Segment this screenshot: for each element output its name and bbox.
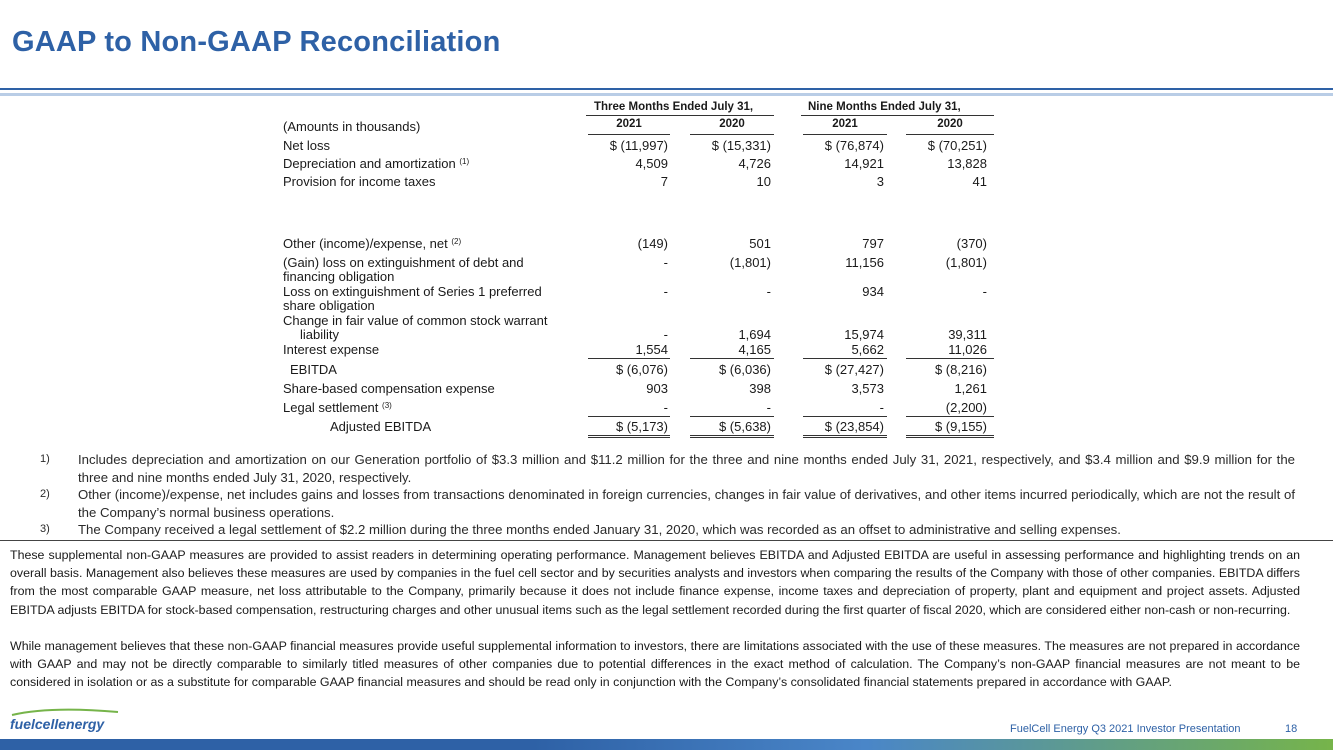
table-cell: $ (11,997) (609, 138, 668, 153)
year-underline (803, 134, 887, 135)
table-cell: $ (6,036) (718, 362, 771, 377)
footer-title: FuelCell Energy Q3 2021 Investor Presentation (1010, 723, 1241, 735)
table-cell: (149) (637, 236, 668, 251)
table-cell: 5,662 (851, 342, 884, 357)
subtotal-rule (803, 358, 887, 359)
footnote-number: 2) (40, 488, 50, 500)
table-cell: 1,261 (954, 381, 987, 396)
footnotes (40, 451, 1295, 539)
footnote-ref: (1) (459, 157, 470, 166)
footer-bar (0, 739, 1333, 750)
title-rule-light (0, 93, 1333, 96)
year-underline (588, 134, 670, 135)
row-label: (Gain) loss on extinguishment of debt and (283, 255, 524, 270)
section-divider (0, 540, 1333, 541)
group-underline (586, 115, 774, 116)
subtotal-rule (906, 358, 994, 359)
subtotal-rule (588, 358, 670, 359)
footnote (40, 486, 1295, 521)
subtotal-rule (803, 416, 887, 417)
table-cell: $ (23,854) (824, 419, 884, 434)
row-label-cont: financing obligation (283, 269, 395, 284)
table-cell: (2,200) (945, 400, 987, 415)
total-double-rule (690, 435, 774, 438)
paragraph: While management believes that these non-GAAP financial measures provide useful supplemental information to investors, there are limitations associated with the use of these measures. The measures are not prepared in accordance with GAAP and may not be directly comparable to similarly titled measures of other companies due to potential differences in the exact method of calculation. The Company’s non-GAAP financial measures are not meant to be considered in isolation or as a substitute for comparable GAAP financial measures and should be read only in conjunction with the Company’s consolidated financial statements prepared in accordance with GAAP. (10, 638, 1300, 690)
row-label (283, 156, 469, 171)
table-cell: 10 (756, 174, 771, 189)
table-cell: 3,573 (851, 381, 884, 396)
table-cell: 1,694 (738, 327, 771, 342)
footnote-ref: (2) (451, 237, 462, 246)
row-label: Net loss (283, 138, 330, 153)
group-header-three-months: Three Months Ended July 31, (594, 101, 754, 113)
explanatory-text (10, 546, 1300, 709)
paragraph: These supplemental non-GAAP measures are provided to assist readers in determining operating performance. Management believes EBITDA and Adjusted EBITDA are useful in assessing performance and highlighting trends on an overall basis. Management also believes these measures are used by companies in the fuel cell sector and by securities analysts and investors when comparing the results of the Company with those of other companies. EBITDA differs from the most comparable GAAP measure, net loss attributable to the Company, primarily because it does not include finance expense, income taxes and depreciation of property, plant and equipment and project assets. Adjusted EBITDA adjusts EBITDA for stock-based compensation, restructuring charges and other unusual items such as the legal settlement recorded during the first quarter of fiscal 2020, which are considered either non-cash or non-recurring. (10, 548, 1300, 617)
subtotal-rule (690, 358, 774, 359)
year-underline (906, 134, 994, 135)
row-label-adjusted-ebitda: Adjusted EBITDA (330, 419, 432, 434)
row-label-text: Depreciation and amortization (283, 156, 456, 171)
page-title: GAAP to Non-GAAP Reconciliation (12, 26, 501, 58)
title-rule (0, 88, 1333, 90)
total-double-rule (803, 435, 887, 438)
table-cell: 14,921 (844, 156, 884, 171)
row-label-ebitda: EBITDA (290, 362, 337, 377)
table-cell: 4,726 (738, 156, 771, 171)
subtotal-rule (906, 416, 994, 417)
footnote-text: Includes depreciation and amortization on our Generation portfolio of $3.3 million and $11.2 million for the three and nine months ended July 31, 2021, respectively, and $3.4 million and $9.9 million for the three and nine months ended July 31, 2020, respectively. (78, 452, 1295, 485)
table-cell: 7 (660, 174, 668, 189)
table-cell: (1,801) (729, 255, 771, 270)
logo-text: fuelcellenergy (10, 716, 105, 732)
table-cell: 3 (876, 174, 884, 189)
footnote-ref: (3) (382, 401, 392, 410)
table-cell: 903 (646, 381, 668, 396)
table-cell: - (663, 400, 668, 415)
table-cell: - (663, 284, 668, 299)
company-logo (10, 716, 104, 732)
table-cell: $ (70,251) (927, 138, 987, 153)
subtotal-rule (690, 416, 774, 417)
table-cell: - (663, 327, 668, 342)
year-header: 2021 (616, 118, 642, 130)
group-underline (801, 115, 994, 116)
row-label: Loss on extinguishment of Series 1 preferred (283, 284, 542, 299)
table-cell: 797 (862, 236, 884, 251)
row-label: Share-based compensation expense (283, 381, 495, 396)
table-cell: - (663, 255, 668, 270)
table-cell: - (766, 284, 771, 299)
row-label-cont: liability (300, 327, 340, 342)
row-label-text: Legal settlement (283, 400, 379, 415)
page-number: 18 (1285, 723, 1298, 735)
table-cell: $ (15,331) (711, 138, 771, 153)
total-double-rule (588, 435, 670, 438)
table-cell: (370) (956, 236, 987, 251)
table-cell: - (982, 284, 987, 299)
table-cell: 11,156 (845, 255, 884, 270)
table-cell: $ (76,874) (824, 138, 884, 153)
row-label-text: Other (income)/expense, net (283, 236, 448, 251)
table-cell: 39,311 (948, 327, 987, 342)
total-double-rule (906, 435, 994, 438)
row-label (283, 400, 392, 415)
row-label-cont: share obligation (283, 298, 375, 313)
year-header: 2020 (937, 118, 963, 130)
footnote (40, 521, 1295, 539)
table-cell: - (879, 400, 884, 415)
footnote-text: Other (income)/expense, net includes gains and losses from transactions denominated in foreign currencies, changes in fair value of derivatives, and other items incurred periodically, which are not the result of the Company’s normal business operations. (78, 487, 1295, 520)
table-cell: 4,509 (635, 156, 668, 171)
table-cell: $ (9,155) (934, 419, 987, 434)
table-cell: $ (8,216) (934, 362, 987, 377)
footnote (40, 451, 1295, 486)
footnote-text: The Company received a legal settlement of $2.2 million during the three months ended January 31, 2020, which was recorded as an offset to administrative and selling expenses. (78, 522, 1121, 537)
table-cell: 934 (862, 284, 884, 299)
table-cell: $ (5,638) (718, 419, 771, 434)
table-cell: $ (6,076) (615, 362, 668, 377)
row-label: Interest expense (283, 342, 380, 357)
row-label (283, 236, 461, 251)
table-cell: $ (5,173) (615, 419, 668, 434)
table-cell: 15,974 (844, 327, 884, 342)
table-cell: 41 (972, 174, 987, 189)
table-cell: 4,165 (738, 342, 771, 357)
table-cell: 501 (749, 236, 771, 251)
logo-swoosh-icon (10, 708, 120, 716)
year-underline (690, 134, 774, 135)
table-cell: 11,026 (948, 342, 987, 357)
row-label: Provision for income taxes (283, 174, 436, 189)
footnote-number: 3) (40, 523, 50, 535)
table-cell: - (766, 400, 771, 415)
table-cell: $ (27,427) (824, 362, 884, 377)
year-header: 2020 (719, 118, 745, 130)
row-label: Change in fair value of common stock warrant (283, 313, 548, 328)
table-cell: 398 (749, 381, 771, 396)
table-cell: (1,801) (945, 255, 987, 270)
group-header-nine-months: Nine Months Ended July 31, (808, 101, 961, 113)
subtotal-rule (588, 416, 670, 417)
year-header: 2021 (832, 118, 858, 130)
amounts-label: (Amounts in thousands) (283, 119, 421, 134)
footnote-number: 1) (40, 453, 50, 465)
table-cell: 13,828 (947, 156, 987, 171)
table-cell: 1,554 (635, 342, 668, 357)
